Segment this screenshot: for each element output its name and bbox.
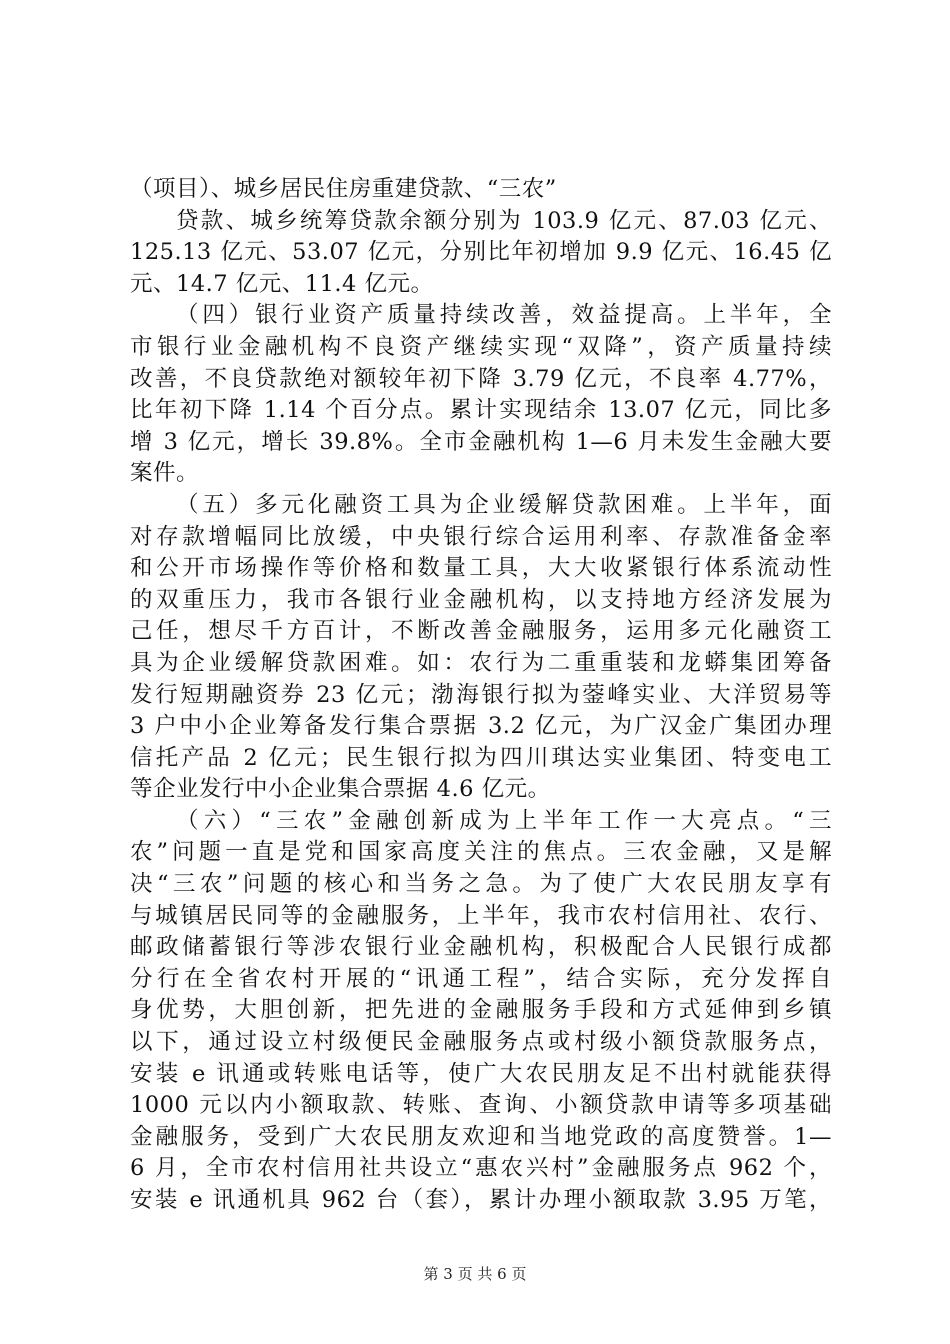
text-line: 农”问题一直是党和国家高度关注的焦点。三农金融，又是解 (130, 839, 832, 866)
text-line: 邮政储蓄银行等涉农银行业金融机构，积极配合人民银行成都 (130, 934, 832, 961)
paragraph-heading-line: （六）“三农”金融创新成为上半年工作一大亮点。“三 (176, 807, 832, 834)
text-line: 市银行业金融机构不良资产继续实现“双降”，资产质量持续 (130, 333, 832, 360)
text-line: 案件。 (130, 460, 200, 487)
text-line: 安装 e 讯通或转账电话等，使广大农民朋友足不出村就能获得 (130, 1060, 832, 1087)
text-line: 分行在全省农村开展的“讯通工程”，结合实际，充分发挥自 (130, 965, 832, 992)
text-line: 改善，不良贷款绝对额较年初下降 3.79 亿元，不良率 4.77%， (130, 365, 832, 392)
text-line: 3 户中小企业筹备发行集合票据 3.2 亿元，为广汉金广集团办理 (130, 713, 832, 740)
paragraph-heading-line: （五）多元化融资工具为企业缓解贷款困难。上半年，面 (176, 491, 832, 518)
text-line: 己任，想尽千方百计，不断改善金融服务，运用多元化融资工 (130, 618, 832, 645)
paragraph-heading-line: （四）银行业资产质量持续改善，效益提高。上半年，全 (176, 302, 832, 329)
text-line: 1000 元以内小额取款、转账、查询、小额贷款申请等多项基础 (130, 1092, 832, 1119)
text-line: （项目）、城乡居民住房重建贷款、“三农” (130, 176, 557, 202)
text-line: 具为企业缓解贷款困难。如：农行为二重重装和龙蟒集团筹备 (130, 649, 832, 676)
text-line: 比年初下降 1.14 个百分点。累计实现结余 13.07 亿元，同比多 (130, 397, 832, 424)
text-line: 6 月，全市农村信用社共设立“惠农兴村”金融服务点 962 个， (130, 1155, 832, 1182)
text-line: 身优势，大胆创新，把先进的金融服务手段和方式延伸到乡镇 (130, 997, 832, 1024)
text-line: 对存款增幅同比放缓，中央银行综合运用利率、存款准备金率 (130, 523, 832, 550)
document-body (130, 174, 832, 1217)
text-line: 安装 e 讯通机具 962 台（套），累计办理小额取款 3.95 万笔， (130, 1187, 832, 1213)
text-line: 的双重压力，我市各银行业金融机构，以支持地方经济发展为 (130, 586, 832, 613)
text-line: 信托产品 2 亿元；民生银行拟为四川琪达实业集团、特变电工 (130, 744, 832, 771)
text-line: 等企业发行中小企业集合票据 4.6 亿元。 (130, 776, 551, 803)
text-line: 元、14.7 亿元、11.4 亿元。 (130, 270, 434, 297)
text-line: 增 3 亿元，增长 39.8%。全市金融机构 1—6 月未发生金融大要 (130, 428, 832, 455)
page-number-footer: 第 3 页 共 6 页 (423, 1265, 527, 1283)
text-line: 发行短期融资券 23 亿元；渤海银行拟为蓥峰实业、大洋贸易等 (130, 681, 832, 708)
text-line: 贷款、城乡统筹贷款余额分别为 103.9 亿元、87.03 亿元、 (176, 207, 832, 234)
text-line: 以下，通过设立村级便民金融服务点或村级小额贷款服务点， (130, 1029, 832, 1056)
text-line: 与城镇居民同等的金融服务，上半年，我市农村信用社、农行、 (130, 902, 832, 929)
text-line: 和公开市场操作等价格和数量工具，大大收紧银行体系流动性 (130, 555, 832, 582)
text-line: 金融服务，受到广大农民朋友欢迎和当地党政的高度赞誉。1— (130, 1123, 832, 1150)
text-line: 125.13 亿元、53.07 亿元，分别比年初增加 9.9 亿元、16.45 亿 (130, 239, 832, 266)
text-line: 决“三农”问题的核心和当务之急。为了使广大农民朋友享有 (130, 871, 832, 898)
